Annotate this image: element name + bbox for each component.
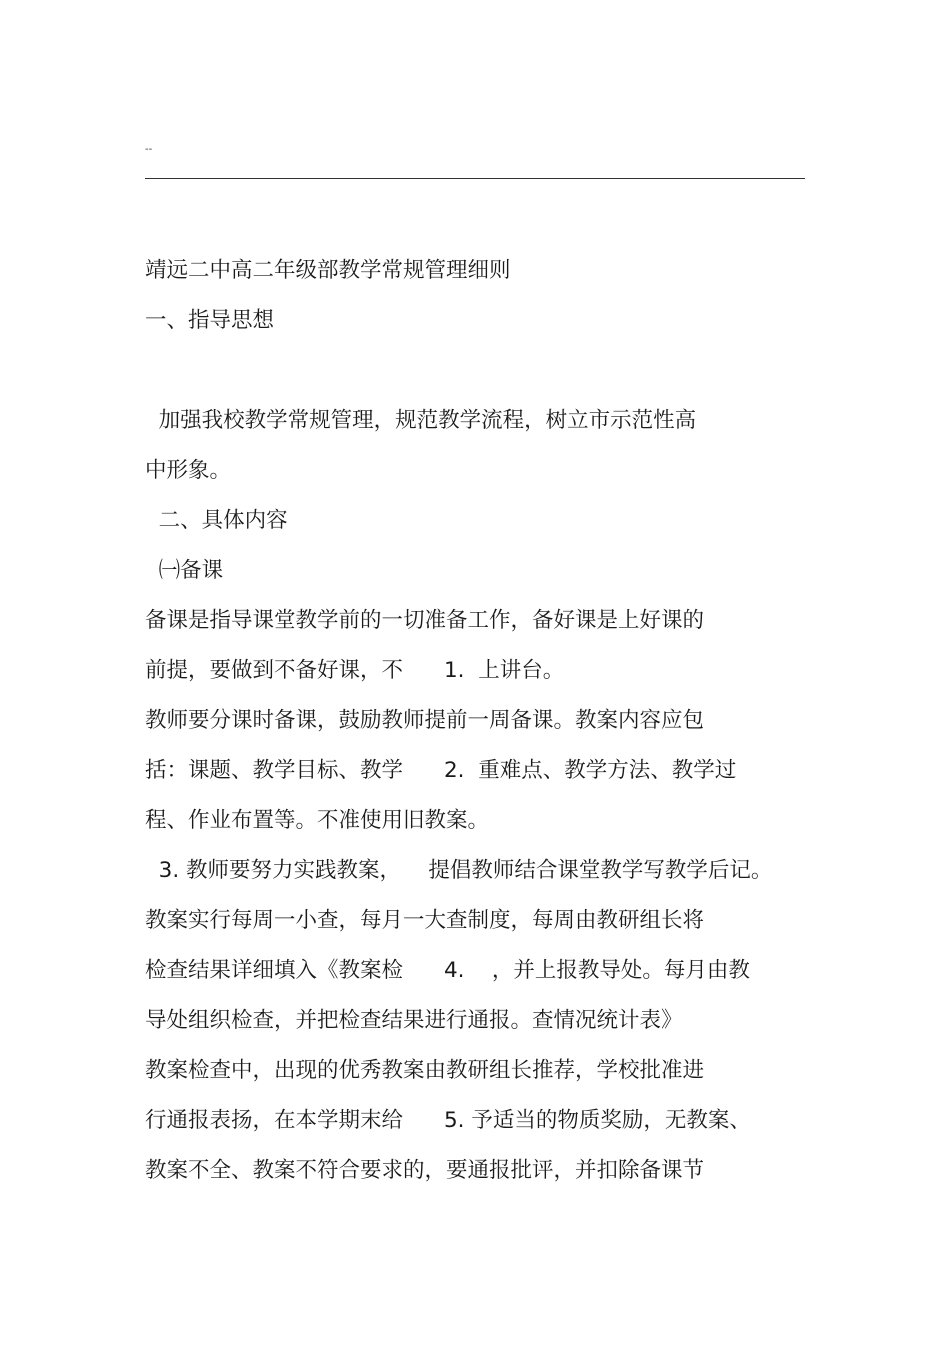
paragraph-line: 导处组织检查，并把检查结果进行通报。查情况统计表》 — [145, 1008, 683, 1033]
paragraph-line: 括：课题、教学目标、教学 2. 重难点、教学方法、教学过 — [145, 758, 737, 783]
paragraph-line: 程、作业布置等。不准使用旧教案。 — [145, 808, 490, 833]
paragraph-line: 备课是指导课堂教学前的一切准备工作，备好课是上好课的 — [145, 608, 705, 633]
paragraph-line: 中形象。 — [145, 458, 232, 483]
paragraph-line: 3. 教师要努力实践教案， 提倡教师结合课堂教学写教学后记。 — [145, 858, 773, 883]
paragraph-line: 前提，要做到不备好课，不 1. 上讲台。 — [145, 658, 565, 683]
paragraph-line: 加强我校教学常规管理，规范教学流程，树立市示范性高 — [145, 408, 697, 433]
paragraph-line: 教案不全、教案不符合要求的，要通报批评，并扣除备课节 — [145, 1158, 705, 1183]
header-rule — [145, 178, 805, 179]
paragraph-line: 教案实行每周一小查，每月一大查制度，每周由教研组长将 — [145, 908, 705, 933]
paragraph-line: 教师要分课时备课，鼓励教师提前一周备课。教案内容应包 — [145, 708, 705, 733]
section-heading-guiding-idea: 一、指导思想 — [145, 308, 275, 333]
paragraph-line: 检查结果详细填入《教案检 4. ，并上报教导处。每月由教 — [145, 958, 750, 983]
paragraph-line: 行通报表扬，在本学期末给 5. 予适当的物质奖励，无教案、 — [145, 1108, 751, 1133]
document-title: 靖远二中高二年级部教学常规管理细则 — [145, 258, 511, 283]
section-heading-content: 二、具体内容 — [145, 508, 288, 533]
subsection-heading-lesson-prep: ㈠备课 — [145, 558, 224, 583]
paragraph-line: 教案检查中，出现的优秀教案由教研组长推荐，学校批准进 — [145, 1058, 705, 1083]
header-mark: -- — [145, 144, 153, 155]
